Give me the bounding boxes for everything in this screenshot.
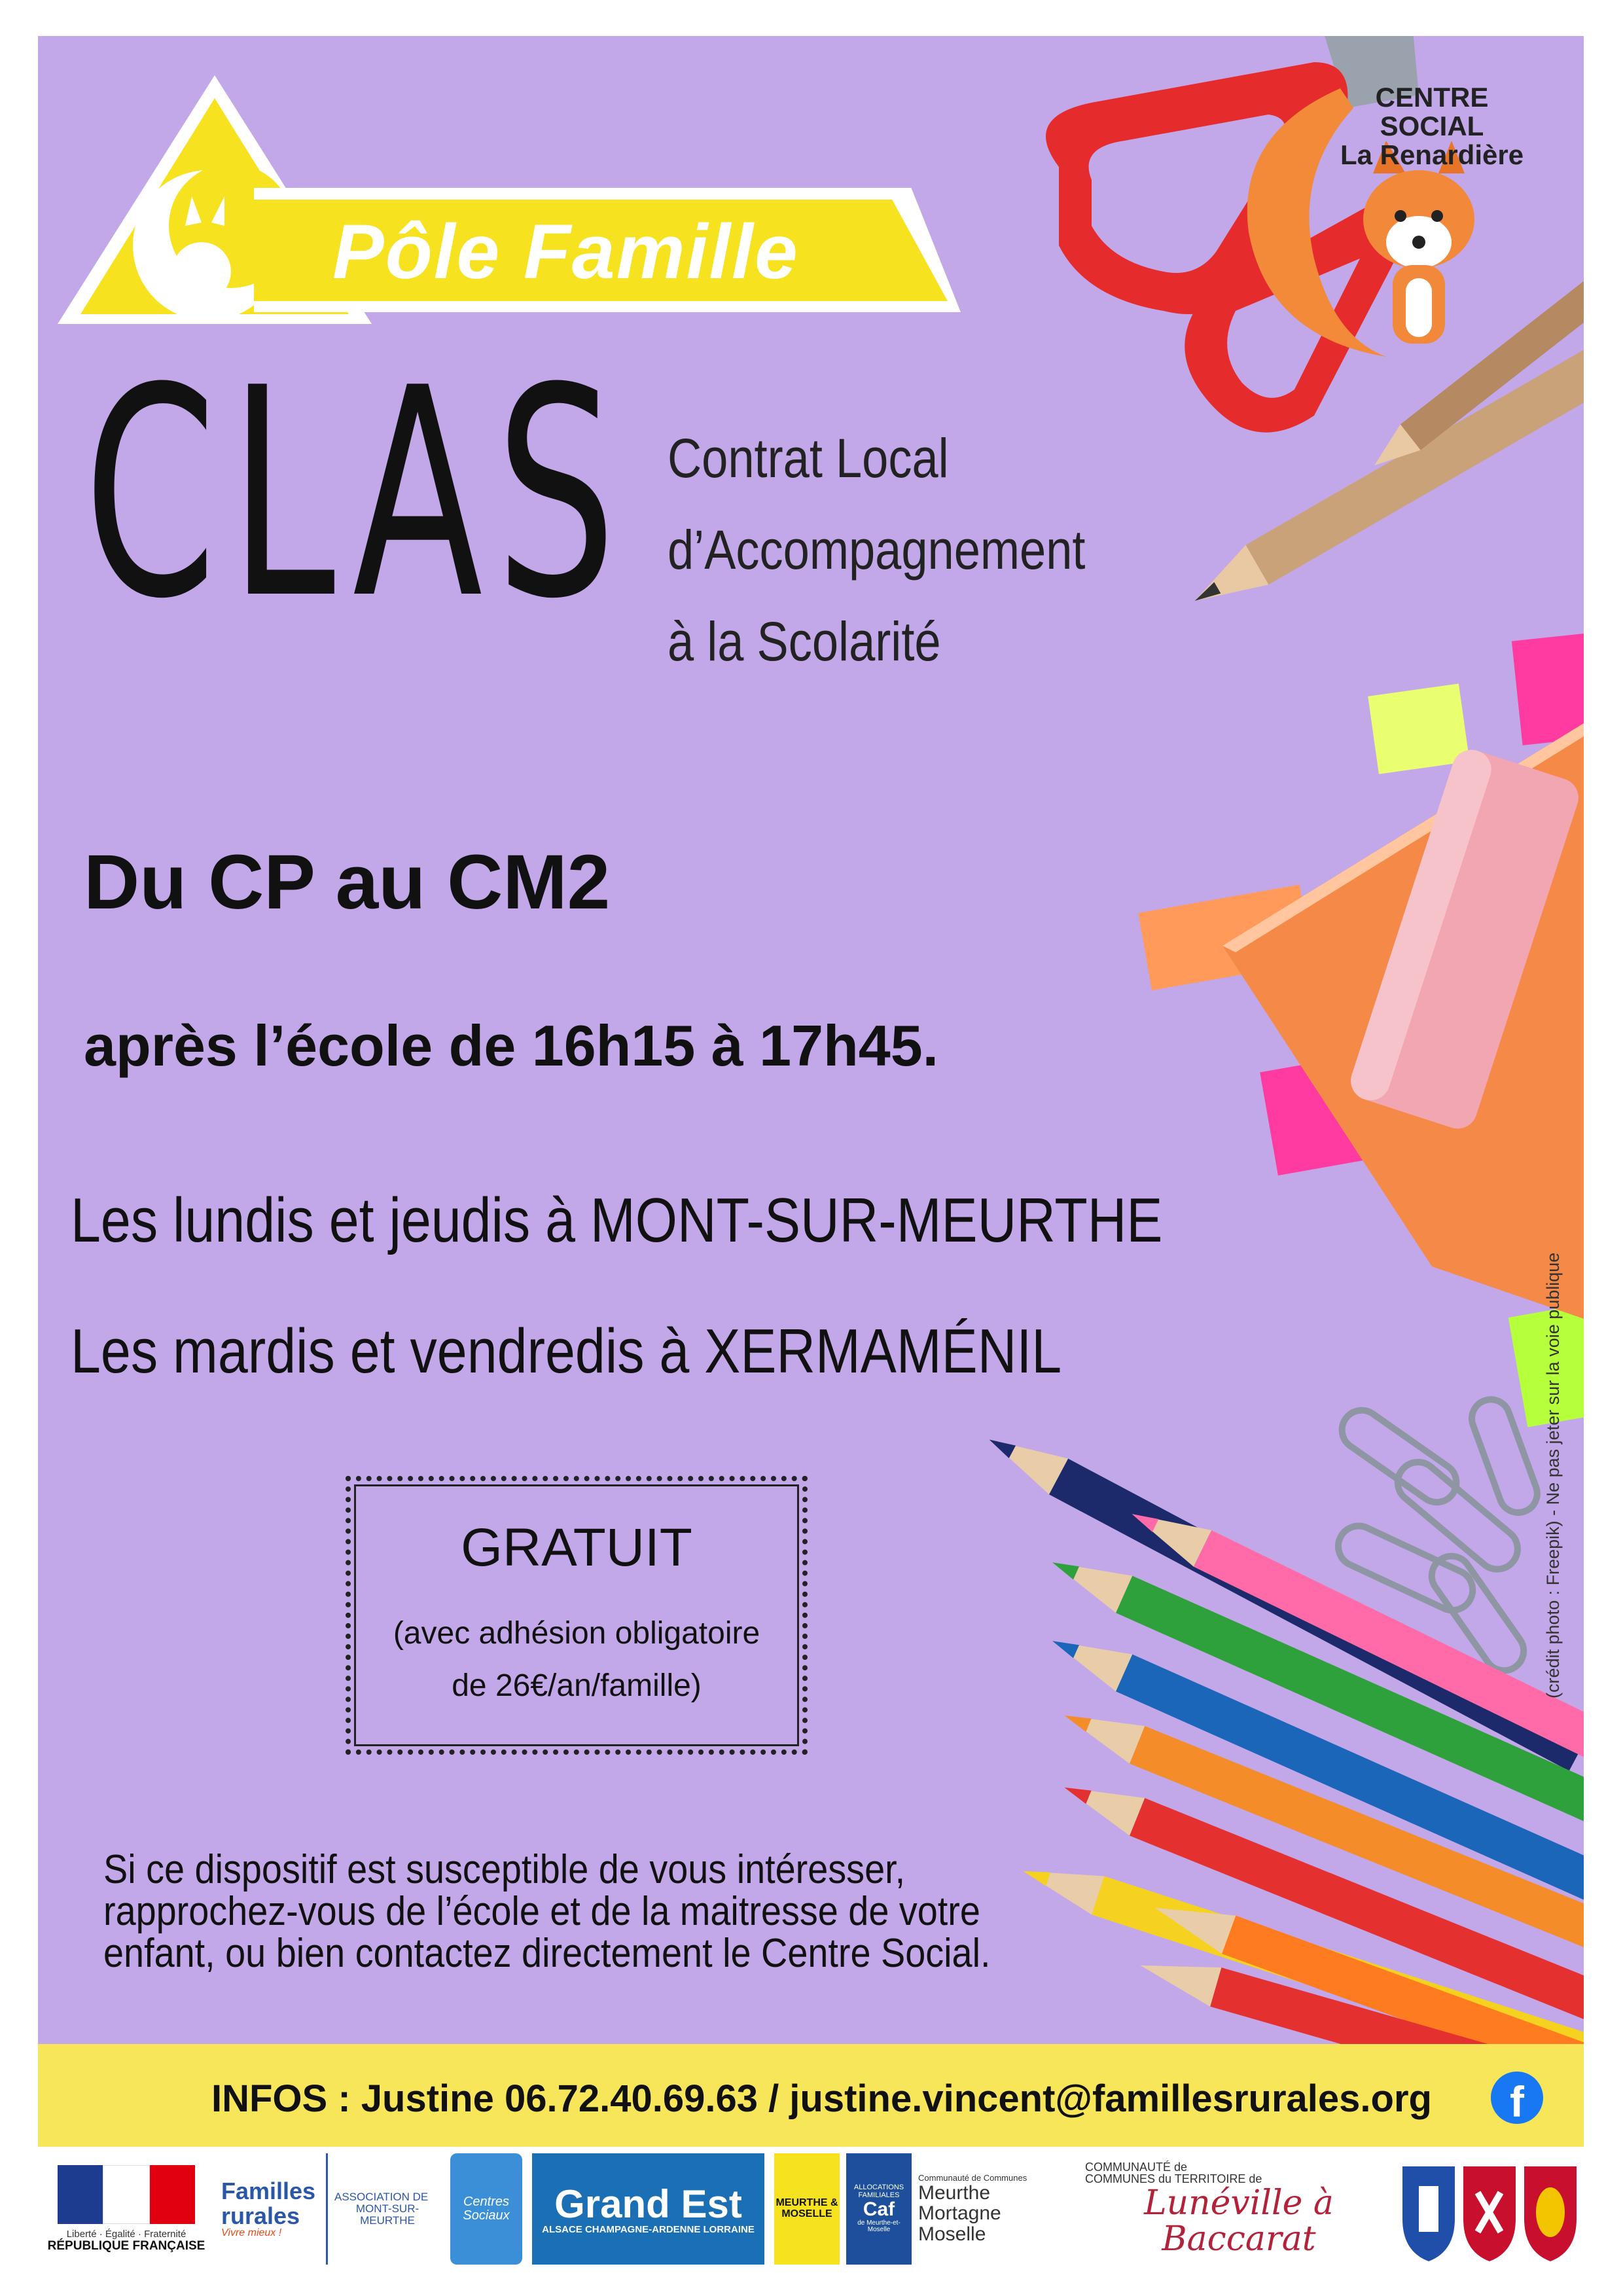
photo-credit: (crédit photo : Freepik) - Ne pas jeter sur la voie publique bbox=[1543, 1252, 1563, 1698]
centre-social-line2: La Renardière bbox=[1340, 139, 1524, 170]
caf-logo bbox=[846, 2153, 912, 2265]
cc-luneville-baccarat-logo bbox=[1085, 2153, 1393, 2265]
level-heading: Du CP au CM2 bbox=[84, 839, 611, 925]
contact-paragraph bbox=[103, 1849, 1105, 1975]
grand-est-title: Grand Est bbox=[554, 2181, 742, 2226]
assoc-line2: MONT-SUR-MEURTHE bbox=[355, 2202, 419, 2227]
lb-line3: Lunéville à Baccarat bbox=[1144, 2183, 1334, 2259]
familles-rurales-line2: rurales bbox=[221, 2202, 300, 2229]
schedule-mont-sur-meurthe: Les lundis et jeudis à MONT-SUR-MEURTHE bbox=[71, 1185, 1163, 1255]
hours-heading: après l’école de 16h15 à 17h45. bbox=[84, 1013, 939, 1078]
clas-full-line1: Contrat Local bbox=[668, 427, 949, 489]
infos-contact[interactable]: INFOS : Justine 06.72.40.69.63 / justine.vincent@famillesrurales.org bbox=[211, 2077, 1432, 2120]
centre-social-title bbox=[1321, 83, 1543, 170]
price-box bbox=[346, 1476, 808, 1755]
contact-paragraph-line2: rapprochez-vous de l’école et de la maitresse de votre bbox=[103, 1889, 980, 1934]
association-mont-sur-meurthe-logo bbox=[326, 2153, 440, 2265]
contact-paragraph-line3: enfant, ou bien contactez directement le Centre Social. bbox=[103, 1931, 991, 1976]
meurthe-et-moselle-logo bbox=[774, 2153, 840, 2265]
partner-logos bbox=[38, 2153, 1584, 2268]
poster-background bbox=[38, 36, 1584, 2044]
info-band bbox=[38, 2044, 1584, 2147]
cs-line1: Centres bbox=[463, 2195, 510, 2209]
rf-motto: Liberté · Égalité · Fraternité bbox=[66, 2229, 187, 2240]
assoc-line1: ASSOCIATION DE bbox=[334, 2191, 429, 2204]
cc-line1: Meurthe bbox=[918, 2181, 991, 2204]
pole-famille-label: Pôle Famille bbox=[332, 209, 799, 295]
clas-title: CLAS bbox=[84, 327, 630, 662]
familles-rurales-line3: Vivre mieux ! bbox=[221, 2227, 282, 2239]
clas-full-name bbox=[668, 412, 1085, 687]
familles-rurales-logo bbox=[221, 2153, 319, 2265]
lb-line2: COMMUNES du TERRITOIRE de bbox=[1085, 2172, 1262, 2186]
caf-line2: Caf bbox=[863, 2198, 895, 2221]
price-title: GRATUIT bbox=[461, 1518, 692, 1577]
caf-line1: ALLOCATIONS FAMILIALES bbox=[853, 2183, 904, 2199]
grand-est-logo bbox=[532, 2153, 764, 2265]
cc-line0: Communauté de Communes bbox=[918, 2172, 1027, 2183]
centres-sociaux-logo bbox=[450, 2153, 522, 2265]
contact-paragraph-line1: Si ce dispositif est susceptible de vous intéresser, bbox=[103, 1847, 906, 1892]
cc-line3: Moselle bbox=[918, 2223, 986, 2245]
familles-rurales-line1: Familles bbox=[221, 2177, 316, 2204]
price-note-line2: de 26€/an/famille) bbox=[452, 1668, 702, 1703]
schedule-xermamenil: Les mardis et vendredis à XERMAMÉNIL bbox=[71, 1316, 1062, 1386]
centre-social-line1: CENTRE SOCIAL bbox=[1375, 82, 1489, 141]
clas-full-line3: à la Scolarité bbox=[668, 611, 941, 672]
republique-francaise-logo bbox=[45, 2153, 208, 2265]
cc-meurthe-mortagne-moselle-logo bbox=[918, 2153, 1075, 2265]
clas-full-line2: d’Accompagnement bbox=[668, 519, 1086, 581]
caf-line3: de Meurthe-et-Moselle bbox=[857, 2219, 901, 2234]
dep-name: MEURTHE & MOSELLE bbox=[776, 2197, 838, 2219]
rf-name: RÉPUBLIQUE FRANÇAISE bbox=[47, 2238, 205, 2253]
cc-line2: Mortagne bbox=[918, 2202, 1001, 2225]
lb-line1: COMMUNAUTÉ de bbox=[1085, 2160, 1188, 2174]
facebook-icon[interactable]: f bbox=[1491, 2072, 1543, 2124]
grand-est-sub: ALSACE CHAMPAGNE-ARDENNE LORRAINE bbox=[542, 2223, 755, 2235]
price-note-line1: (avec adhésion obligatoire bbox=[393, 1616, 760, 1651]
cs-line2: Sociaux bbox=[463, 2208, 510, 2223]
coat-of-arms-icons bbox=[1399, 2160, 1582, 2265]
